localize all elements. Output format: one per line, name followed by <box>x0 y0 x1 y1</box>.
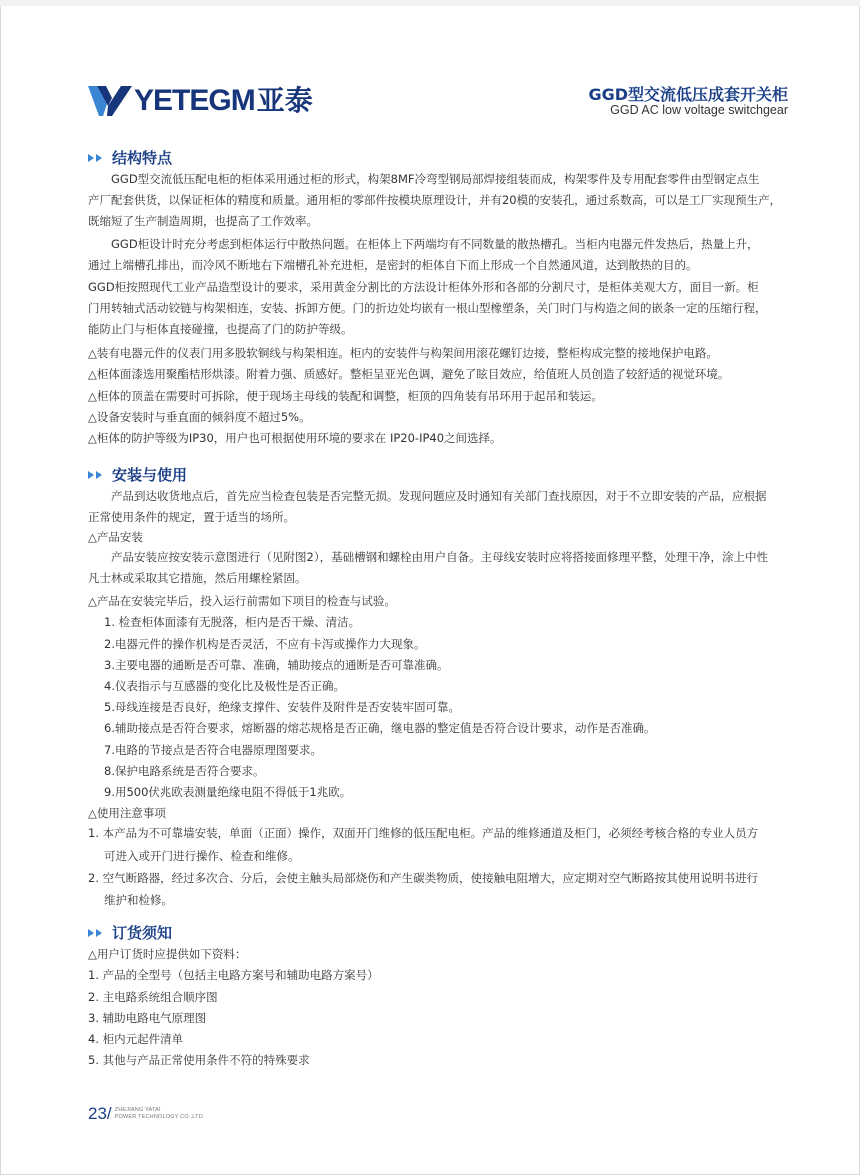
list-item: 5.母线连接是否良好，绝缘支撑件、安装件及附件是否安装牢固可靠。 <box>104 700 460 714</box>
company-logo <box>88 84 313 118</box>
subheading-line: △产品在安装完毕后，投入运行前需如下项目的检查与试验。 <box>88 594 396 608</box>
bullet-line: △设备安装时与垂直面的倾斜度不超过5%。 <box>88 410 311 424</box>
paragraph-line: 既缩短了生产制造周期，也提高了工作效率。 <box>88 214 318 228</box>
paragraph-line: 能防止门与柜体直接碰撞，也提高了门的防护等级。 <box>88 322 353 336</box>
paragraph-line: 凡士林或采取其它措施，然后用螺栓紧固。 <box>88 571 307 585</box>
section-heading-structure <box>88 147 172 168</box>
paragraph-line: GGD柜按照现代工业产品造型设计的要求，采用黄金分割比的方法设计柜体外形和各部的分割尺寸，是柜体美观大方，面目一新。柜 <box>88 280 759 294</box>
section-heading-order <box>88 922 172 943</box>
footer-company-line: ZHEJIANG YATAI <box>114 1107 161 1113</box>
list-item: 4.仪表指示与互感器的变化比及极性是否正确。 <box>104 679 345 693</box>
logo-cn-text: 亚泰 <box>256 84 313 117</box>
paragraph-line: 门用转轴式活动铰链与构架相连，安装、拆卸方便。门的折边处均嵌有一根山型橡塑条，关门时门与构造之间的嵌条一定的压缩行程， <box>88 301 767 315</box>
document-subtitle: GGD AC low voltage switchgear <box>610 103 788 117</box>
list-item: 1. 检查柜体面漆有无脱落，柜内是否干燥、清洁。 <box>104 615 361 629</box>
bullet-line: △装有电器元件的仪表门用多股软铜线与构架相连。柜内的安装件与构架间用滚花螺钉边接，整柜构成完整的接地保护电路。 <box>88 346 718 360</box>
paragraph-line: GGD柜设计时充分考虑到柜体运行中散热问题。在柜体上下两端均有不同数量的散热槽孔。当柜内电器元件发热后，热量上升， <box>111 237 759 251</box>
footer-company <box>115 1107 205 1121</box>
bullet-line: △柜体的顶盖在需要时可拆除，便于现场主母线的装配和调整，柜顶的四角装有吊环用于起吊和装运。 <box>88 389 603 403</box>
section-title: 订货须知 <box>112 924 173 942</box>
section-heading-install <box>88 464 187 485</box>
list-item-continuation: 可进入或开门进行操作、检查和维修。 <box>104 849 300 863</box>
list-item-continuation: 维护和检修。 <box>104 893 173 907</box>
section-title: 结构特点 <box>112 149 173 167</box>
subheading-line: △用户订货时应提供如下资料： <box>88 947 247 961</box>
paragraph-line: 产厂配套供货，以保证柜体的精度和质量。通用柜的零部件按模块原理设计，并有20模的安装孔，通过系数高，可以是工厂实现预生产， <box>88 193 782 207</box>
list-item: 2. 空气断路器，经过多次合、分后，会使主触头局部烧伤和产生碳类物质，使接触电阻增大，应定期对空气断路按其使用说明书进行 <box>88 871 759 885</box>
section-title: 安装与使用 <box>112 466 188 484</box>
paragraph-line: 产品安装应按安装示意图进行（见附图2），基础槽钢和螺栓由用户自备。主母线安装时应将搭接面修理平整，处理干净，涂上中性 <box>111 550 769 564</box>
double-arrow-icon <box>88 470 104 480</box>
list-item: 4. 柜内元起件清单 <box>88 1032 184 1046</box>
logo-text: YETEGM <box>134 84 255 117</box>
subheading-line: △产品安装 <box>88 530 143 544</box>
bullet-line: △柜体面漆选用聚酯桔形烘漆。附着力强、质感好。整柜呈亚光色调，避免了眩目效应，给值班人员创造了较舒适的视觉环境。 <box>88 367 730 381</box>
subheading-line: △使用注意事项 <box>88 806 166 820</box>
footer-company-line: POWER TECHNOLOGY CO.,LTD. <box>114 1114 205 1120</box>
top-bar <box>0 0 860 6</box>
list-item: 1. 本产品为不可靠墙安装，单面（正面）操作，双面开门维修的低压配电柜。产品的维修通道及柜门，必须经考核合格的专业人员方 <box>88 826 759 840</box>
document-title: GGD型交流低压成套开关柜 <box>588 85 788 104</box>
paragraph-line: 通过上端槽孔排出，而冷风不断地右下端槽孔补充进柜，是密封的柜体自下而上形成一个自然通风道，达到散热的目的。 <box>88 258 698 272</box>
list-item: 3. 辅助电路电气原理图 <box>88 1011 207 1025</box>
list-item: 1. 产品的全型号（包括主电路方案号和辅助电路方案号） <box>88 968 379 982</box>
list-item: 2.电器元件的操作机构是否灵活，不应有卡泻或操作力大现象。 <box>104 637 426 651</box>
double-arrow-icon <box>88 153 104 163</box>
page-number: 23/ <box>88 1104 112 1123</box>
list-item: 5. 其他与产品正常使用条件不符的特殊要求 <box>88 1053 310 1067</box>
page-footer <box>88 1104 205 1124</box>
list-item: 6.辅助接点是否符合要求，熔断器的熔芯规格是否正确，继电器的整定值是否符合设计要求，动作是否准确。 <box>104 721 656 735</box>
list-item: 2. 主电路系统组合顺序图 <box>88 990 218 1004</box>
logo-y-mark-icon <box>88 86 134 116</box>
list-item: 3.主要电器的通断是否可靠、准确，辅助接点的通断是否可靠准确。 <box>104 658 449 672</box>
paragraph-line: 正常使用条件的规定，置于适当的场所。 <box>88 510 295 524</box>
paragraph-line: GGD型交流低压配电柜的柜体采用通过柜的形式，构架8MF冷弯型钢局部焊接组装而成，构架零件及专用配套零件由型钢定点生 <box>111 172 760 186</box>
double-arrow-icon <box>88 928 104 938</box>
bullet-line: △柜体的防护等级为IP30，用户也可根据使用环境的要求在 IP20-IP40之间选择。 <box>88 431 502 445</box>
list-item: 7.电路的节接点是否符合电器原理图要求。 <box>104 743 322 757</box>
list-item: 8.保护电路系统是否符合要求。 <box>104 764 265 778</box>
list-item: 9.用500伏兆欧表测量绝缘电阻不得低于1兆欧。 <box>104 785 352 799</box>
paragraph-line: 产品到达收货地点后，首先应当检查包装是否完整无损。发现问题应及时通知有关部门查找原因，对于不立即安装的产品，应根据 <box>111 489 767 503</box>
